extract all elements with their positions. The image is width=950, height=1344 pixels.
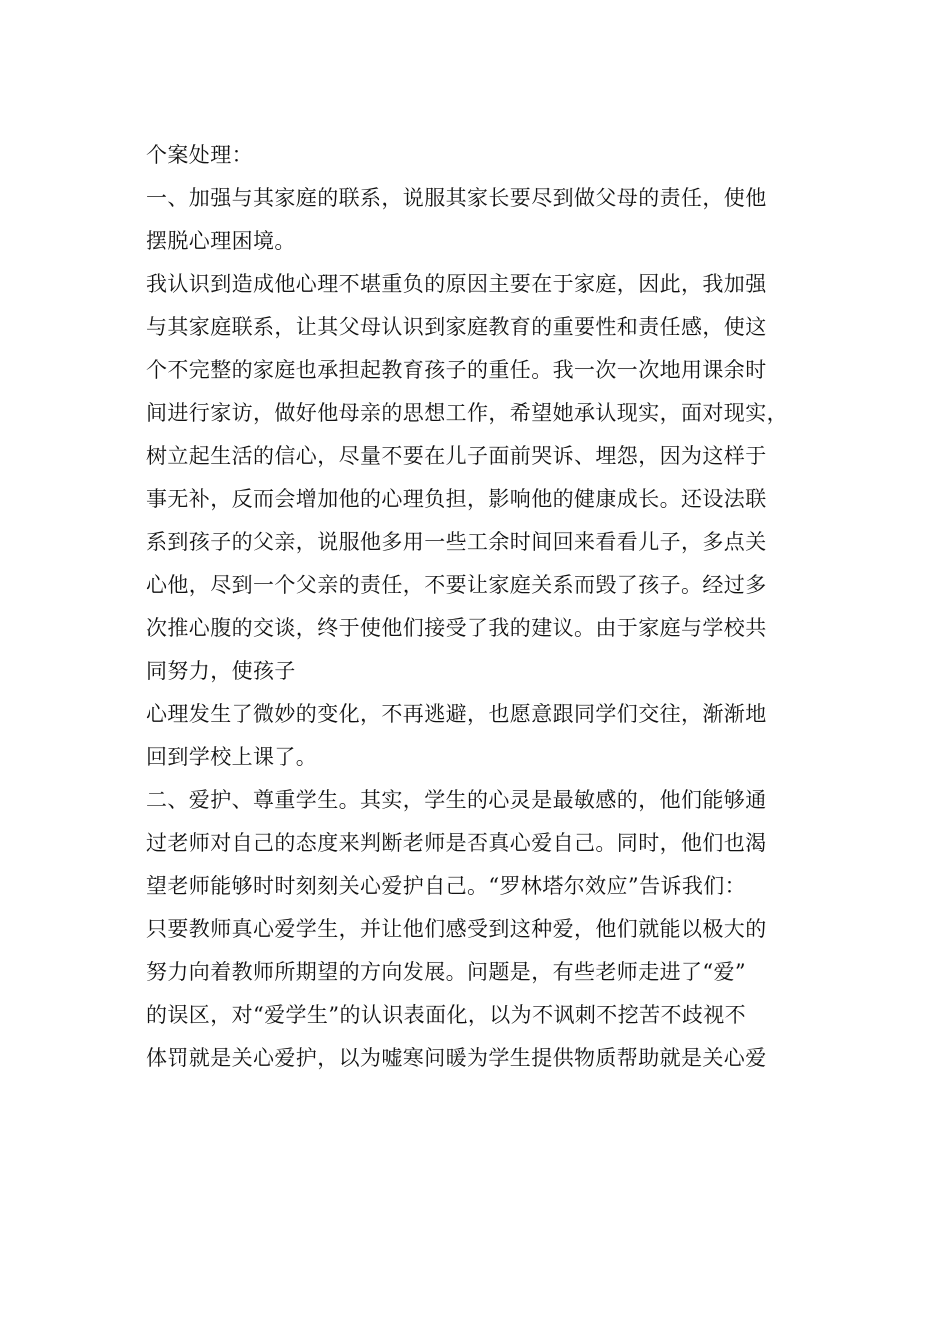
text-line: 个不完整的家庭也承担起教育孩子的重任。我一次一次地用课余时 — [146, 358, 767, 382]
text-line: 我认识到造成他心理不堪重负的原因主要在于家庭，因此，我加强 — [146, 272, 767, 296]
text-line: 个案处理： — [146, 143, 253, 167]
text-line: 心理发生了微妙的变化，不再逃避，也愿意跟同学们交往，渐渐地 — [146, 702, 767, 726]
text-line: 树立起生活的信心，尽量不要在儿子面前哭诉、埋怨，因为这样于 — [146, 444, 767, 468]
text-line: 过老师对自己的态度来判断老师是否真心爱自己。同时，他们也渴 — [146, 831, 767, 855]
text-line: 体罚就是关心爱护，以为嘘寒问暖为学生提供物质帮助就是关心爱 — [146, 1046, 767, 1070]
text-line: 次推心腹的交谈，终于使他们接受了我的建议。由于家庭与学校共 — [146, 616, 767, 640]
text-line: 事无补，反而会增加他的心理负担，影响他的健康成长。还设法联 — [146, 487, 767, 511]
text-line: 与其家庭联系，让其父母认识到家庭教育的重要性和责任感，使这 — [146, 315, 767, 339]
text-line: 同努力，使孩子 — [146, 659, 296, 683]
text-line: 摆脱心理困境。 — [146, 229, 296, 253]
text-line: 只要教师真心爱学生，并让他们感受到这种爱，他们就能以极大的 — [146, 917, 767, 941]
text-line: 二、爱护、尊重学生。其实，学生的心灵是最敏感的，他们能够通 — [146, 788, 767, 812]
document-body — [146, 134, 836, 1080]
text-line: 间进行家访，做好他母亲的思想工作，希望她承认现实，面对现实， — [146, 401, 788, 425]
text-line: 回到学校上课了。 — [146, 745, 318, 769]
text-line: 望老师能够时时刻刻关心爱护自己。“罗林塔尔效应”告诉我们： — [146, 874, 747, 898]
text-line: 的误区，对“爱学生”的认识表面化，以为不讽刺不挖苦不歧视不 — [146, 1003, 747, 1027]
text-line: 一、加强与其家庭的联系，说服其家长要尽到做父母的责任，使他 — [146, 186, 767, 210]
text-line: 心他，尽到一个父亲的责任，不要让家庭关系而毁了孩子。经过多 — [146, 573, 767, 597]
text-line: 系到孩子的父亲，说服他多用一些工余时间回来看看儿子，多点关 — [146, 530, 767, 554]
text-line: 努力向着教师所期望的方向发展。问题是，有些老师走进了“爱” — [146, 960, 747, 984]
